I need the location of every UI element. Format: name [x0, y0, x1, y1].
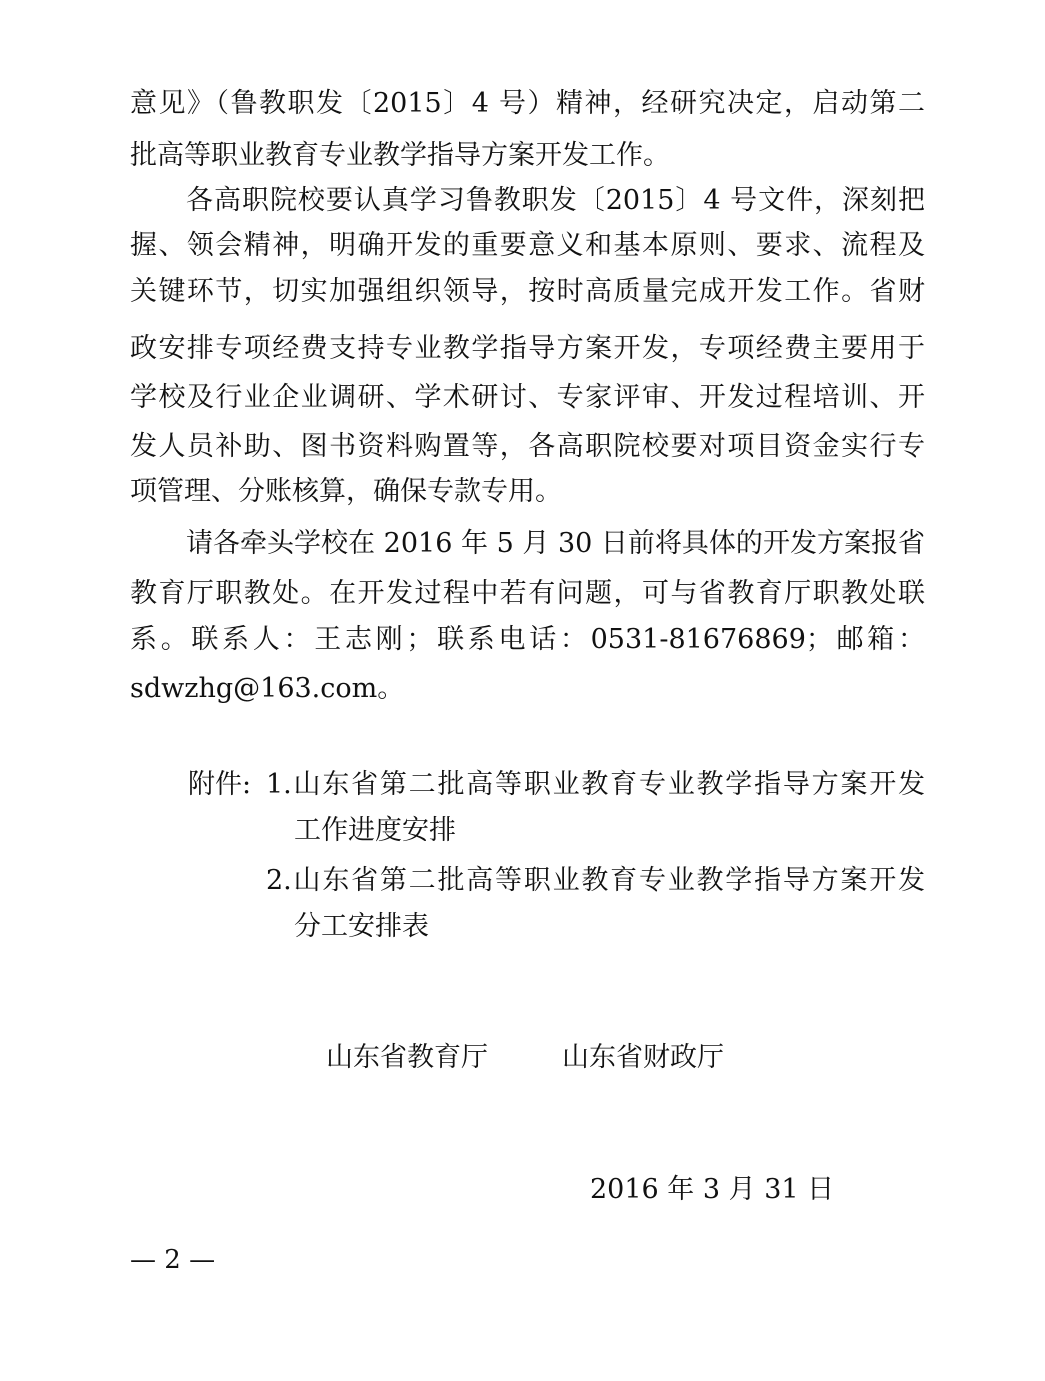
paragraph-3-line-4: sdwzhg@163.com。 — [130, 673, 405, 704]
attachment-2-number: 2. — [266, 865, 292, 896]
paragraph-2-line-2: 握、领会精神，明确开发的重要意义和基本原则、要求、流程及 — [130, 230, 925, 261]
attachment-2-title: 山东省第二批高等职业教育专业教学指导方案开发 — [291, 865, 925, 896]
paragraph-1-line-2: 批高等职业教育专业教学指导方案开发工作。 — [130, 140, 670, 171]
paragraph-2-line-4: 政安排专项经费支持专业教学指导方案开发，专项经费主要用于 — [130, 333, 925, 364]
attachments-label: 附件: — [188, 769, 252, 800]
attachment-1-title: 山东省第二批高等职业教育专业教学指导方案开发 — [291, 769, 925, 800]
paragraph-3-line-3: 系。联系人：王志刚；联系电话：0531-81676869；邮箱： — [130, 624, 925, 655]
attachment-2-line-1 — [266, 861, 925, 901]
paragraph-2-line-1: 各高职院校要认真学习鲁教职发〔2015〕4 号文件，深刻把 — [186, 185, 925, 216]
issuer-education-department: 山东省教育厅 — [326, 1042, 488, 1073]
paragraph-2-line-7: 项管理、分账核算，确保专款专用。 — [130, 476, 562, 507]
page-number: — 2 — — [130, 1245, 216, 1275]
paragraph-2-line-3: 关键环节，切实加强组织领导，按时高质量完成开发工作。省财 — [130, 276, 925, 307]
paragraph-3-line-2: 教育厅职教处。在开发过程中若有问题，可与省教育厅职教处联 — [130, 578, 925, 609]
issuer-finance-department: 山东省财政厅 — [562, 1042, 724, 1073]
attachment-2-line-2: 分工安排表 — [294, 911, 429, 942]
attachment-1-number: 1. — [266, 769, 292, 800]
paragraph-3-line-1: 请各牵头学校在 2016 年 5 月 30 日前将具体的开发方案报省 — [186, 528, 925, 559]
paragraph-2-line-5: 学校及行业企业调研、学术研讨、专家评审、开发过程培训、开 — [130, 382, 925, 413]
issue-date: 2016 年 3 月 31 日 — [590, 1174, 835, 1205]
attachment-1-line-1 — [266, 765, 925, 805]
paragraph-1-line-1: 意见》（鲁教职发〔2015〕4 号）精神，经研究决定，启动第二 — [130, 88, 925, 119]
attachment-1-line-2: 工作进度安排 — [294, 815, 456, 846]
paragraph-2-line-6: 发人员补助、图书资料购置等，各高职院校要对项目资金实行专 — [130, 431, 925, 462]
